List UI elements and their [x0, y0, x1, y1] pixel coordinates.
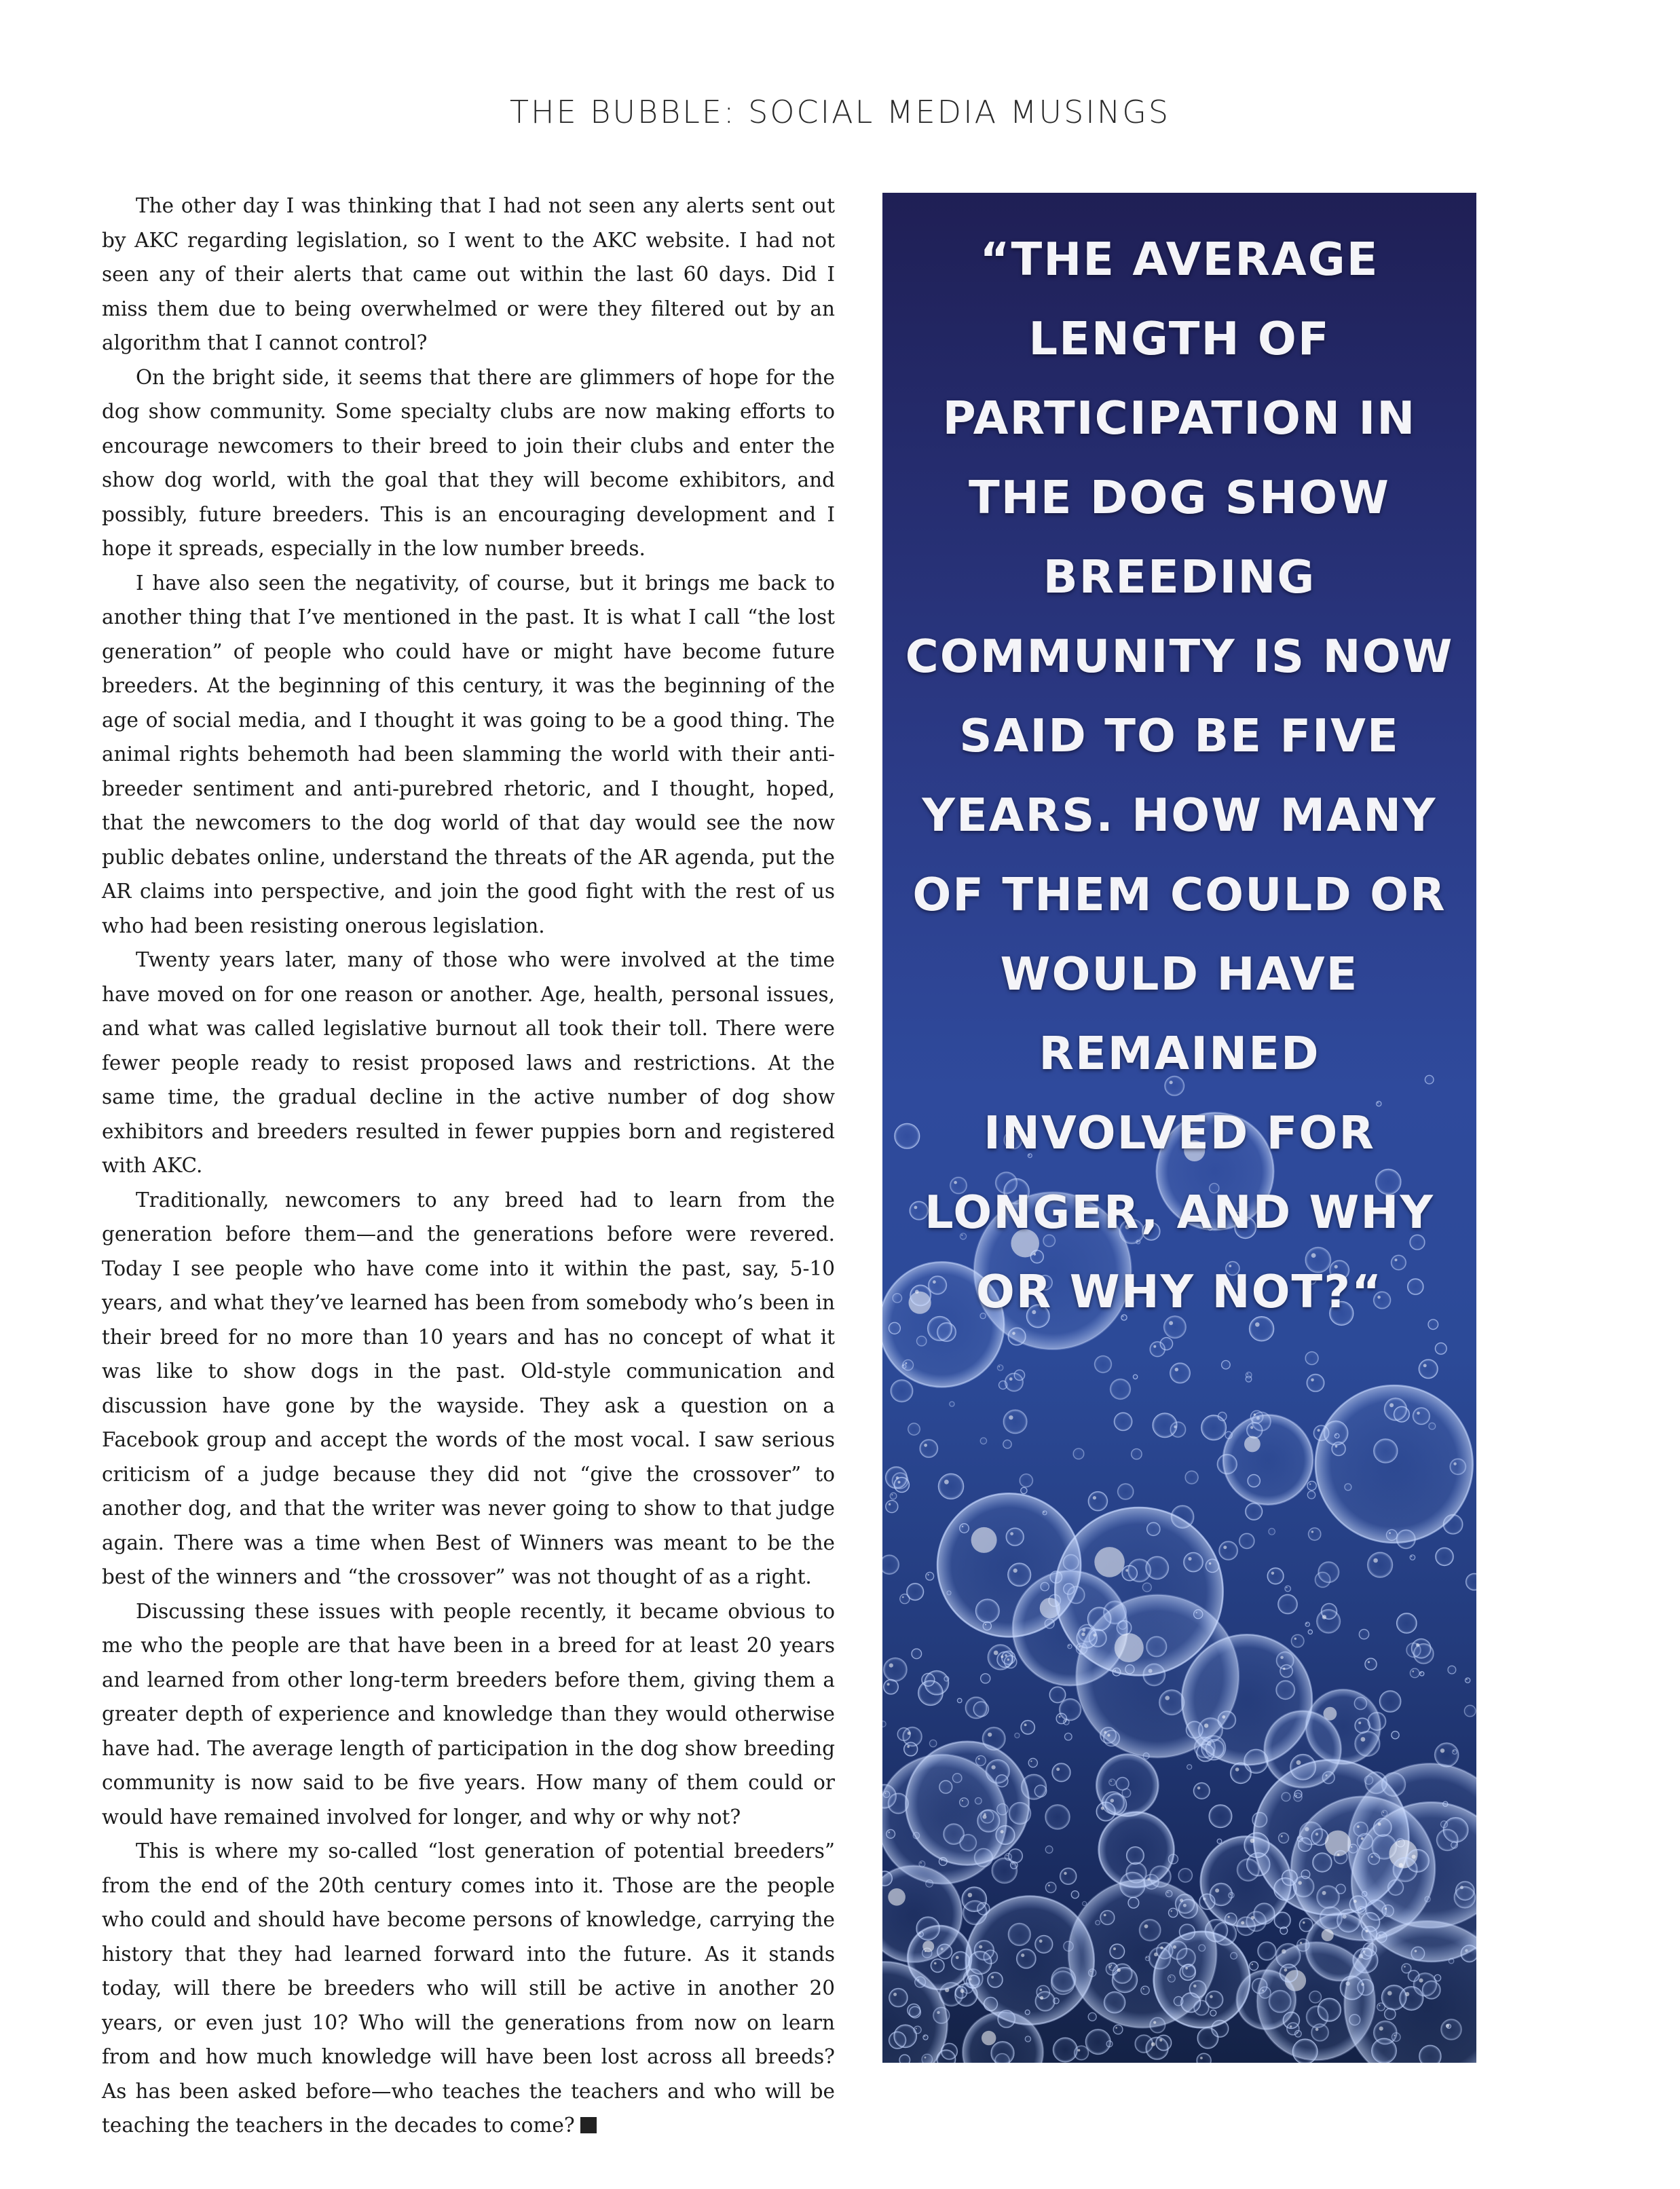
pullquote-text: “THE AVERAGE LENGTH OF PARTICIPATION IN THE DOG SHOW BREEDING COMMUNITY IS NOW SAID TO BE FIVE YEARS. HOW MANY OF THEM COULD OR WOULD HAVE REMAINED INVOLVED FOR LONGER, AND WHY OR WHY NOT?“: [905, 233, 1454, 1318]
article-body: [102, 189, 835, 2143]
article-paragraph: The other day I was thinking that I had not seen any alerts sent out by AKC regarding legislation, so I went to the AKC website. I had not seen any of their alerts that came out within the last 60 days. Did I miss them due to being overwhelmed or were they filtered out by an algorithm that I cannot control?: [102, 194, 835, 354]
article-paragraph-text: This is where my so-called “lost generation of potential breeders” from the end of the 20th century comes into it. Those are the people who could and should have become persons of knowledge, carrying the history that they had learned forward into the future. As it stands today, will there be breeders who will still be active in another 20 years, or even just 10? Who will the generations from now on learn from and how much knowledge will have been lost across all breeds? As has been asked before—who teaches the teachers and who will be teaching the teachers in the decades to come?: [102, 1839, 835, 2137]
article-paragraph: Twenty years later, many of those who were involved at the time have moved on for one reason or another. Age, health, personal issues, and what was called legislative burnout all took their toll. There were fewer people ready to resist proposed laws and restrictions. At the same time, the gradual decline in the active number of dog show exhibitors and breeders resulted in fewer puppies born and registered with AKC.: [102, 948, 835, 1177]
article-paragraph: I have also seen the negativity, of course, but it brings me back to another thing that I’ve mentioned in the past. It is what I call “the lost generation” of people who could have or might have become future breeders. At the beginning of this century, it was the beginning of the age of social media, and I thought it was going to be a good thing. The animal rights behemoth had been slamming the world with their anti-breeder sentiment and anti-purebred rhetoric, and I thought, hoped, that the newcomers to the dog world of that day would see the now public debates online, understand the threats of the AR agenda, put the AR claims into perspective, and join the good fight with the rest of us who had been resisting onerous legislation.: [102, 571, 835, 937]
running-title: THE BUBBLE: SOCIAL MEDIA MUSINGS: [509, 94, 1171, 130]
pullquote-panel: [882, 193, 1476, 2063]
article-paragraph-last: [102, 1834, 835, 2143]
end-of-article-icon: [580, 2117, 597, 2133]
article-paragraph: On the bright side, it seems that there are glimmers of hope for the dog show community. Some specialty clubs are now making efforts to encourage newcomers to their breed to join their clubs and enter the show dog world, with the goal that they will become exhibitors, and possibly, future breeders. This is an encouraging development and I hope it spreads, especially in the low number breeds.: [102, 365, 835, 560]
article-paragraph: Traditionally, newcomers to any breed had to learn from the generation before them—and the generations before were revered. Today I see people who have come into it within the past, say, 5-10 years, and what they’ve learned has been from somebody who’s been in their breed for no more than 10 years and has no concept of what it was like to show dogs in the past. Old-style communication and discussion have gone by the wayside. They ask a question on a Facebook group and accept the words of the most vocal. I saw serious criticism of a judge because they did not “give the crossover” to another dog, and that the writer was never going to show to that judge again. There was a time when Best of Winners was meant to be the best of the winners and “the crossover” was not thought of as a right.: [102, 1188, 835, 1588]
article-paragraph: Discussing these issues with people recently, it became obvious to me who the people are that have been in a breed for at least 20 years and learned from other long-term breeders before them, giving them a greater depth of experience and knowledge than they would otherwise have had. The average length of participation in the dog show breeding community is now said to be five years. How many of them could or would have remained involved for longer, and why or why not?: [102, 1599, 835, 1829]
